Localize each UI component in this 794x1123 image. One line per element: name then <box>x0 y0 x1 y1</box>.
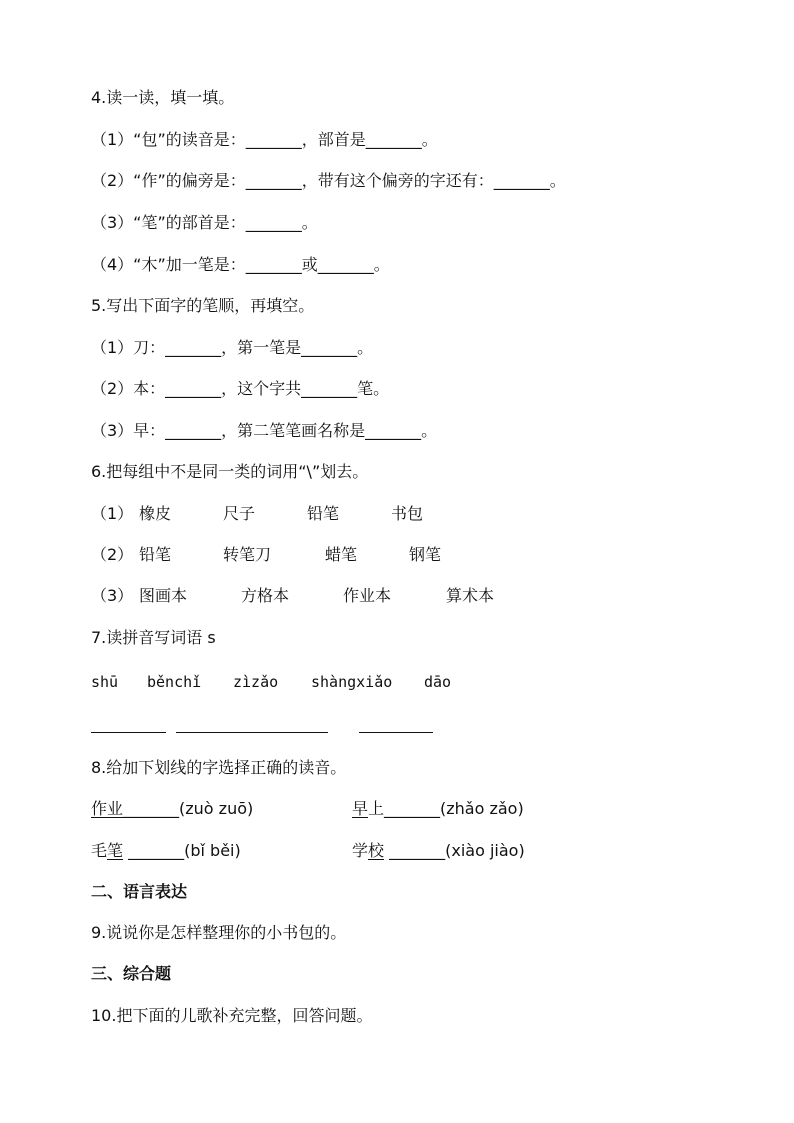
q5-title: 5.写出下面字的笔顺，再填空。 <box>91 296 315 315</box>
q6-row-1-label: （1） <box>91 504 134 523</box>
q7-title: 7.读拼音写词语 s <box>91 628 216 647</box>
q7-pinyin: zìzǎo <box>233 673 279 691</box>
q8-underlined-word: 校 <box>368 841 385 860</box>
q7-pinyin: shū <box>91 673 119 691</box>
section-2-heading: 二、语言表达 <box>91 882 188 901</box>
q7-answer-blank[interactable] <box>359 732 433 733</box>
q8-title: 8.给加下划线的字选择正确的读音。 <box>91 758 347 777</box>
q7-pinyin: dāo <box>424 673 452 691</box>
q6-row-2-label: （2） <box>91 545 134 564</box>
q5-item-1: （1）刀：_______，第一笔是_______。 <box>91 338 374 357</box>
q8-underlined-word: 早 <box>352 799 369 818</box>
q8-options: _______(xiào jiào) <box>384 841 525 860</box>
q6-word: 书包 <box>391 504 424 523</box>
q8-underlined-word: 笔 <box>107 841 124 860</box>
q6-word: 算术本 <box>446 586 495 605</box>
q8-prefix: 学 <box>352 841 369 860</box>
q5-item-2: （2）本：_______，这个字共_______笔。 <box>91 379 390 398</box>
q6-word: 尺子 <box>223 504 256 523</box>
q6-word: 图画本 <box>139 586 188 605</box>
q8-underlined-word: 作业 <box>91 799 124 818</box>
q8-options: 上_______(zhǎo zǎo) <box>368 799 524 818</box>
q6-word: 钢笔 <box>409 545 442 564</box>
q8-item-1 <box>91 799 253 819</box>
q6-word: 蜡笔 <box>325 545 358 564</box>
q6-row-3-label: （3） <box>91 586 134 605</box>
q8-item-2 <box>352 799 524 819</box>
q7-answer-blank[interactable] <box>176 732 328 733</box>
q6-word: 铅笔 <box>139 545 172 564</box>
q6-word: 橡皮 <box>139 504 172 523</box>
q4-item-4: （4）“木”加一笔是：_______或_______。 <box>91 255 390 274</box>
q10-text: 10.把下面的儿歌补充完整，回答问题。 <box>91 1006 373 1025</box>
q6-word: 方格本 <box>241 586 290 605</box>
q8-item-4 <box>352 841 525 861</box>
q5-item-3: （3）早：_______，第二笔笔画名称是_______。 <box>91 421 438 440</box>
q8-options: _______(bǐ běi) <box>123 841 241 860</box>
q6-word: 铅笔 <box>307 504 340 523</box>
section-3-heading: 三、综合题 <box>91 964 172 983</box>
q7-pinyin: shàngxiǎo <box>311 673 393 691</box>
q4-item-1: （1）“包”的读音是：_______，部首是_______。 <box>91 130 438 149</box>
q4-title: 4.读一读，填一填。 <box>91 88 235 107</box>
q8-prefix: 毛 <box>91 841 108 860</box>
q7-answer-blank[interactable] <box>91 732 166 733</box>
q4-item-3: （3）“笔”的部首是：_______。 <box>91 213 318 232</box>
q4-item-2: （2）“作”的偏旁是：_______，带有这个偏旁的字还有：_______。 <box>91 171 566 190</box>
q6-title: 6.把每组中不是同一类的词用“\”划去。 <box>91 462 369 481</box>
q8-options: _______(zuò zuō) <box>123 799 254 818</box>
q6-word: 作业本 <box>343 586 392 605</box>
q7-pinyin: běnchǐ <box>147 673 202 691</box>
q9-text: 9.说说你是怎样整理你的小书包的。 <box>91 923 347 942</box>
q6-word: 转笔刀 <box>223 545 272 564</box>
q8-item-3 <box>91 841 241 861</box>
